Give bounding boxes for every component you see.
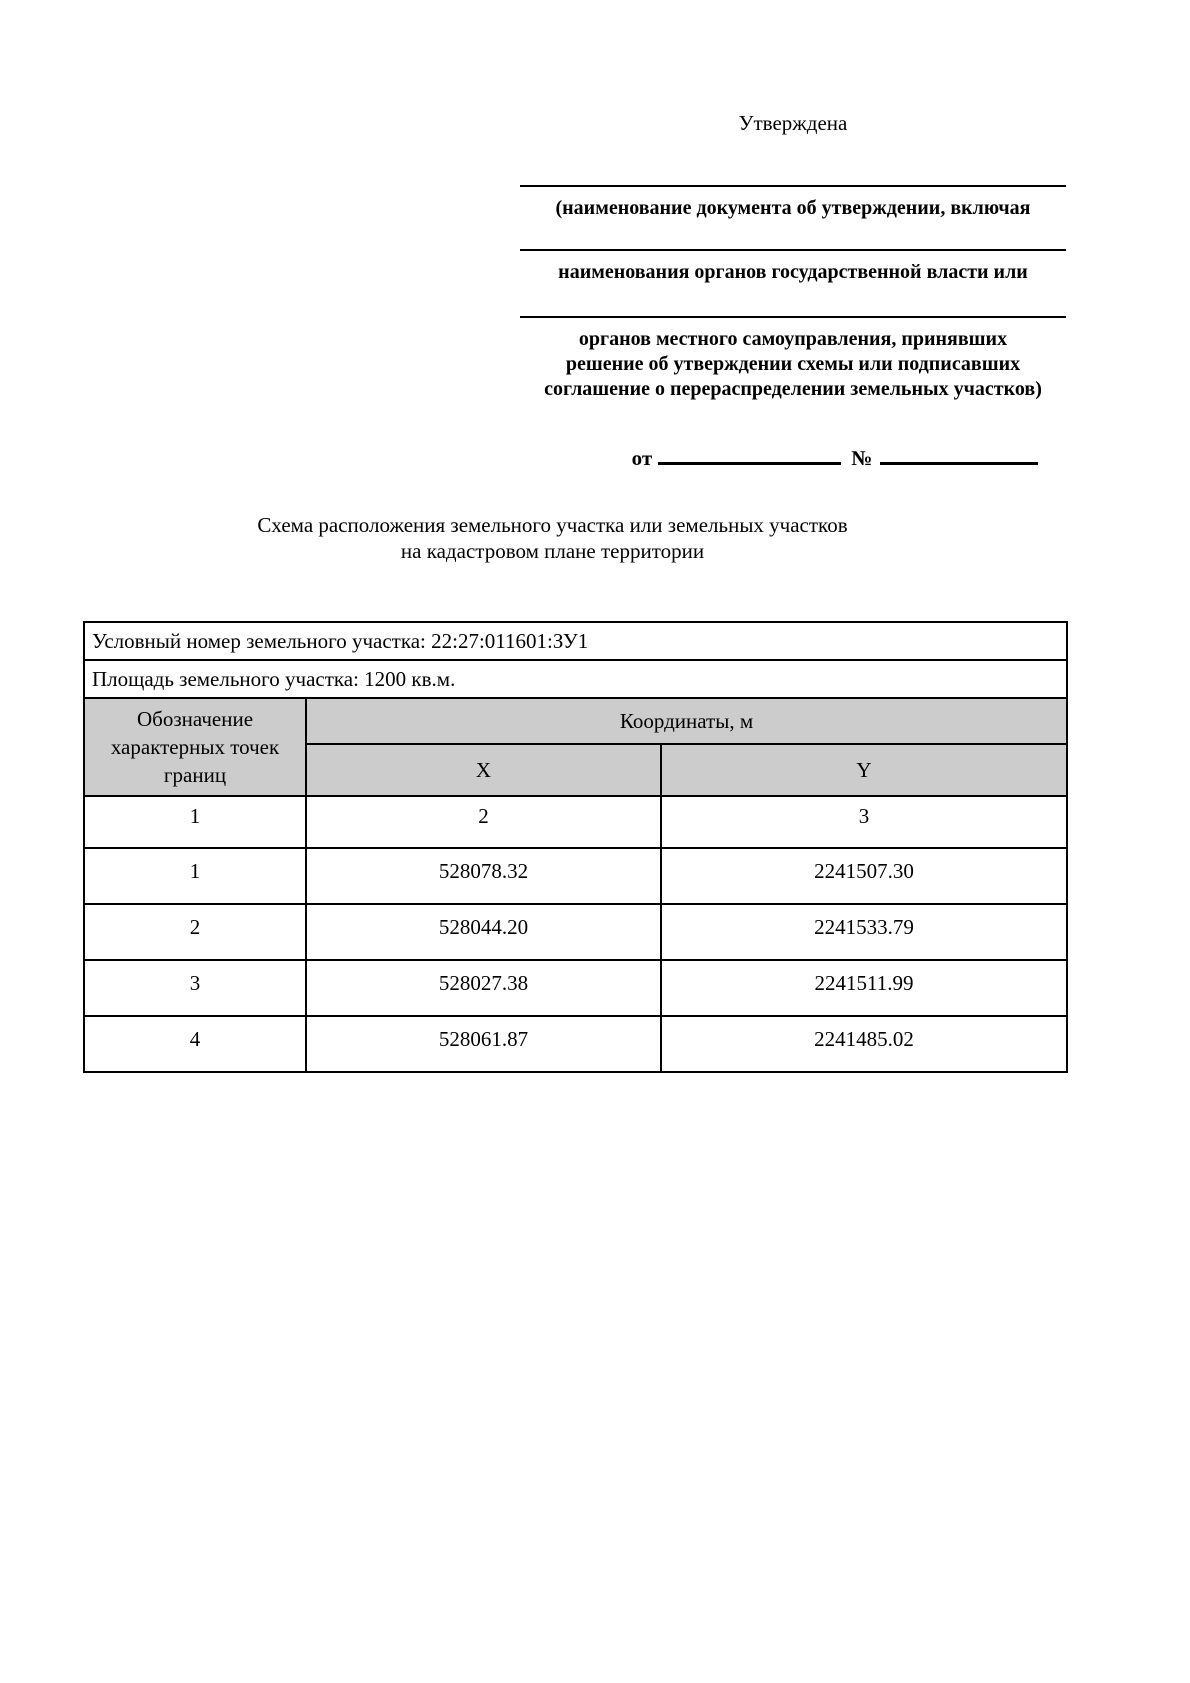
approval-caption-line-3c: соглашение о перераспределении земельных участков) [544,378,1042,400]
x-cell: 528061.87 [306,1016,661,1072]
y-cell: 2241533.79 [661,904,1067,960]
point-cell: 3 [84,960,306,1016]
y-cell: 2241511.99 [661,960,1067,1016]
designation-header-cell: Обозначение характерных точек границ [84,698,306,796]
y-cell: 2241507.30 [661,848,1067,904]
table-row [84,848,1067,904]
x-cell: 528044.20 [306,904,661,960]
point-cell: 4 [84,1016,306,1072]
table-row [84,960,1067,1016]
column-number-2: 2 [306,796,661,848]
approval-caption-line-1: (наименование документа об утверждении, включая [555,197,1031,219]
x-cell: 528027.38 [306,960,661,1016]
column-number-row [84,796,1067,848]
approval-caption-line-3b: решение об утверждении схемы или подписавших [565,353,1021,375]
approval-caption-line-3a: органов местного самоуправления, принявших [578,328,1008,350]
coordinates-table [83,621,1068,1073]
coordinates-header-cell: Координаты, м [306,698,1067,744]
table-header-row-1 [84,698,1067,744]
y-header-cell: Y [661,744,1067,796]
table-row [84,1016,1067,1072]
point-cell: 2 [84,904,306,960]
conditional-number-cell: Условный номер земельного участка: 22:27:011601:ЗУ1 [84,622,1067,660]
approval-caption-line-2: наименования органов государственной власти или [558,261,1028,283]
fill-in-line-1 [520,185,1066,187]
from-label: от [631,446,653,470]
number-blank [880,447,1038,465]
column-number-1: 1 [84,796,306,848]
approval-status-label: Утверждена [738,111,848,135]
date-blank [658,447,841,465]
table-row [84,904,1067,960]
table-row-area [84,660,1067,698]
approval-caption-line-3 [520,327,1066,402]
fill-in-line-3 [520,316,1066,318]
document-title-line-1: Схема расположения земельного участка или земельных участков [257,513,848,537]
column-number-3: 3 [661,796,1067,848]
y-cell: 2241485.02 [661,1016,1067,1072]
document-title [61,512,1044,564]
date-number-row [562,446,1108,470]
point-cell: 1 [84,848,306,904]
document-title-line-2: на кадастровом плане территории [400,539,705,563]
table-row-conditional-number [84,622,1067,660]
area-cell: Площадь земельного участка: 1200 кв.м. [84,660,1067,698]
x-cell: 528078.32 [306,848,661,904]
x-header-cell: X [306,744,661,796]
number-sign-label: № [851,446,873,470]
fill-in-line-2 [520,249,1066,251]
approval-block [520,112,1066,470]
